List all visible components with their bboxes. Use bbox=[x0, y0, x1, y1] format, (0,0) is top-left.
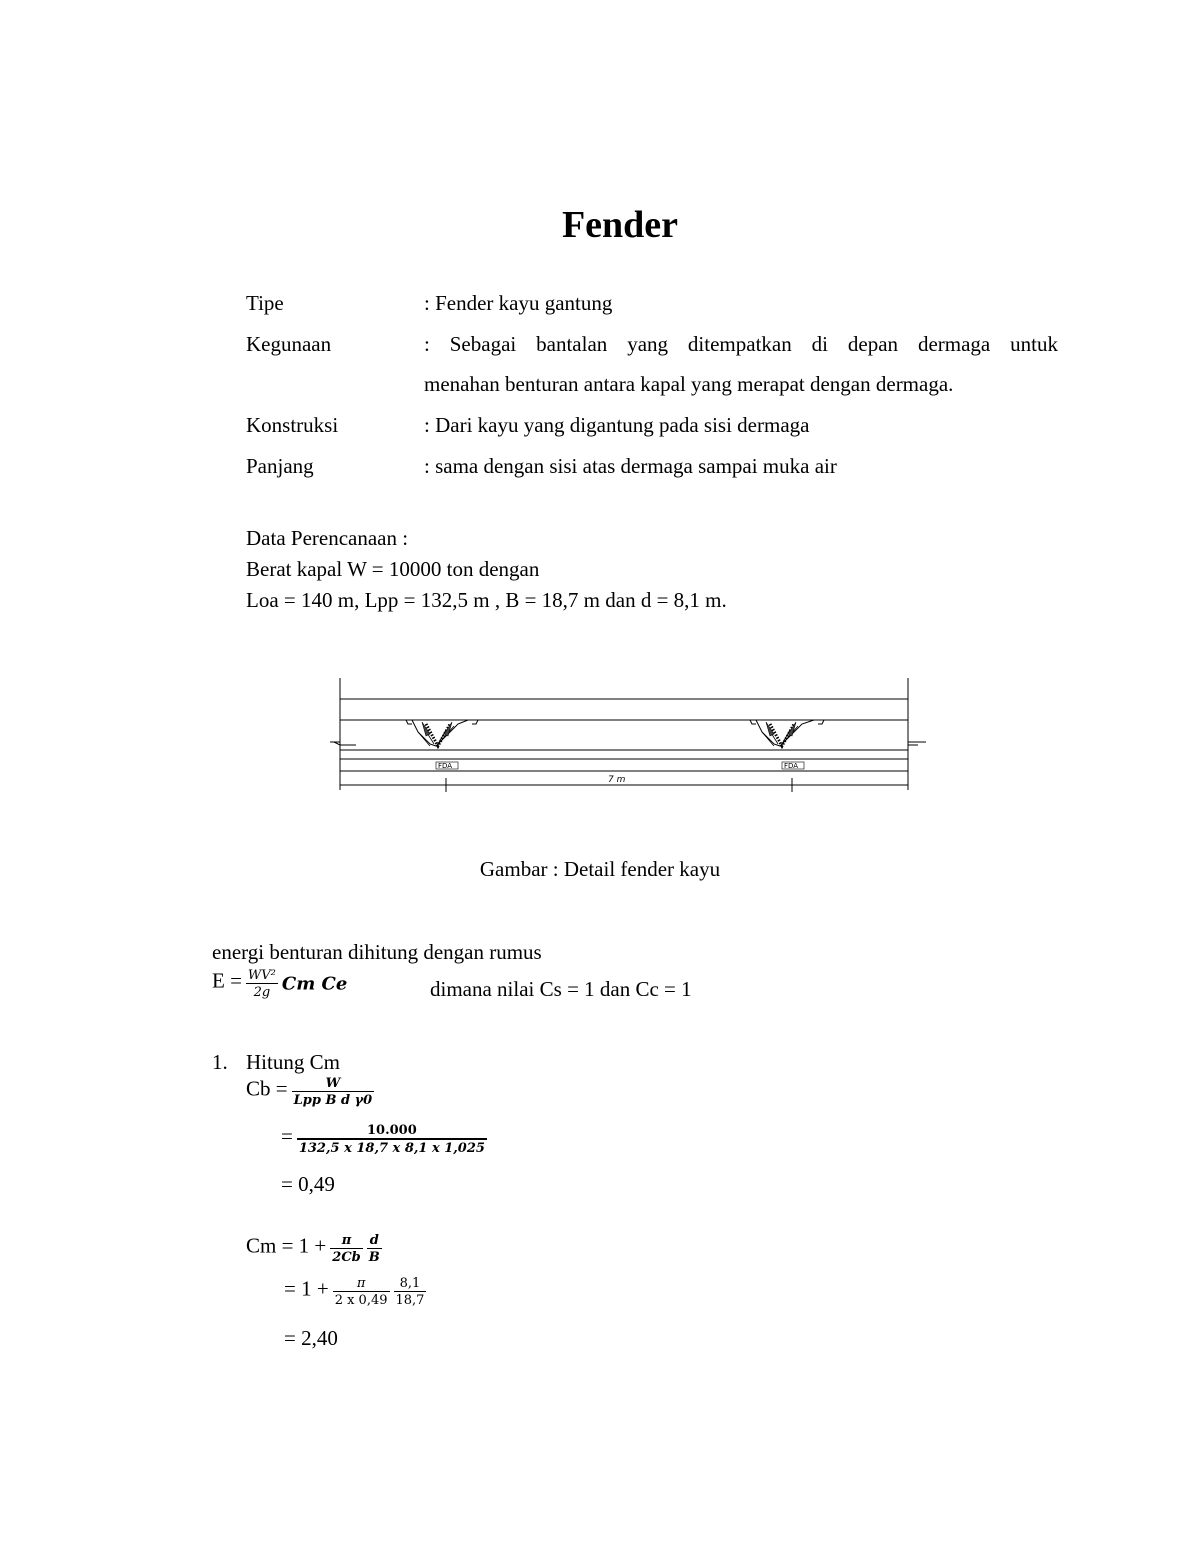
cm-substitution-fraction-pi bbox=[333, 1276, 390, 1308]
energy-intro: energi benturan dihitung dengan rumus bbox=[212, 940, 542, 964]
cm-substitution-b-denominator: 18,7 bbox=[395, 1293, 425, 1308]
spec-value-tipe: : Fender kayu gantung bbox=[424, 291, 613, 315]
cm-fraction-pi bbox=[330, 1233, 362, 1265]
cb-substitution-fraction bbox=[297, 1123, 487, 1156]
planning-line-1: Berat kapal W = 10000 ton dengan bbox=[246, 557, 540, 581]
step-1-marker: 1. bbox=[212, 1050, 228, 1074]
cm-fraction-pi-denominator: 2Cb bbox=[332, 1250, 361, 1265]
cb-fraction bbox=[292, 1076, 375, 1108]
spec-value-konstruksi: : Dari kayu yang digantung pada sisi dermaga bbox=[424, 413, 810, 437]
fender-label-right: FDA bbox=[784, 762, 799, 770]
energy-note: dimana nilai Cs = 1 dan Cc = 1 bbox=[430, 977, 692, 1001]
spec-label-kegunaan: Kegunaan bbox=[246, 332, 332, 356]
cm-fraction-d-b-denominator: B bbox=[368, 1250, 380, 1265]
energy-numerator: WV² bbox=[247, 968, 276, 983]
spec-label-konstruksi: Konstruksi bbox=[246, 413, 339, 437]
cm-fraction-pi-numerator: π bbox=[341, 1233, 352, 1248]
cm-fraction-d-b-numerator: d bbox=[369, 1233, 379, 1248]
cb-result: = 0,49 bbox=[281, 1172, 335, 1196]
energy-formula bbox=[212, 968, 347, 1000]
cm-fraction-d-b bbox=[367, 1233, 382, 1265]
energy-lhs: E = bbox=[212, 968, 242, 993]
cm-substitution bbox=[284, 1276, 426, 1308]
cb-substitution-numerator: 10.000 bbox=[367, 1123, 417, 1138]
planning-heading: Data Perencanaan : bbox=[246, 526, 409, 550]
spec-value-kegunaan: : Sebagai bantalan yang ditempatkan di depan dermaga untuk bbox=[424, 332, 1058, 356]
cb-denominator: Lpp B d γ0 bbox=[293, 1093, 373, 1108]
fender-detail-drawing bbox=[326, 672, 932, 798]
figure-caption: Gambar : Detail fender kayu bbox=[479, 857, 721, 881]
cb-lhs: Cb = bbox=[246, 1076, 288, 1101]
spec-label-panjang: Panjang bbox=[246, 454, 314, 478]
cb-substitution-denominator: 132,5 x 18,7 x 8,1 x 1,025 bbox=[297, 1138, 487, 1156]
planning-line-2: Loa = 140 m, Lpp = 132,5 m , B = 18,7 m dan d = 8,1 m. bbox=[246, 588, 727, 612]
spec-label-tipe: Tipe bbox=[246, 291, 284, 315]
cm-lhs: Cm = 1 + bbox=[246, 1233, 327, 1258]
step-1-heading: Hitung Cm bbox=[246, 1050, 340, 1074]
spec-value-panjang: : sama dengan sisi atas dermaga sampai muka air bbox=[424, 454, 837, 478]
cm-substitution-d-numerator: 8,1 bbox=[399, 1276, 421, 1291]
cb-substitution bbox=[281, 1123, 487, 1156]
energy-denominator: 2g bbox=[246, 983, 278, 1000]
cb-formula bbox=[246, 1076, 374, 1108]
cb-numerator: W bbox=[325, 1076, 341, 1091]
energy-fraction bbox=[246, 968, 278, 1000]
page-title: Fender bbox=[561, 204, 679, 246]
cm-substitution-fraction-d-b bbox=[394, 1276, 427, 1308]
cm-substitution-pi-numerator: π bbox=[356, 1276, 366, 1291]
fender-label-left: FDA bbox=[438, 762, 453, 770]
spec-value-kegunaan-cont: menahan benturan antara kapal yang merapat dengan dermaga. bbox=[424, 372, 954, 396]
cm-substitution-lhs: = 1 + bbox=[284, 1276, 329, 1301]
cm-substitution-pi-denominator: 2 x 0,49 bbox=[334, 1293, 388, 1308]
energy-factor: Cm Ce bbox=[281, 973, 348, 995]
cm-formula bbox=[246, 1233, 382, 1265]
cb-substitution-eq: = bbox=[281, 1124, 293, 1149]
dimension-label: 7 m bbox=[608, 775, 626, 785]
cm-result: = 2,40 bbox=[284, 1326, 338, 1350]
